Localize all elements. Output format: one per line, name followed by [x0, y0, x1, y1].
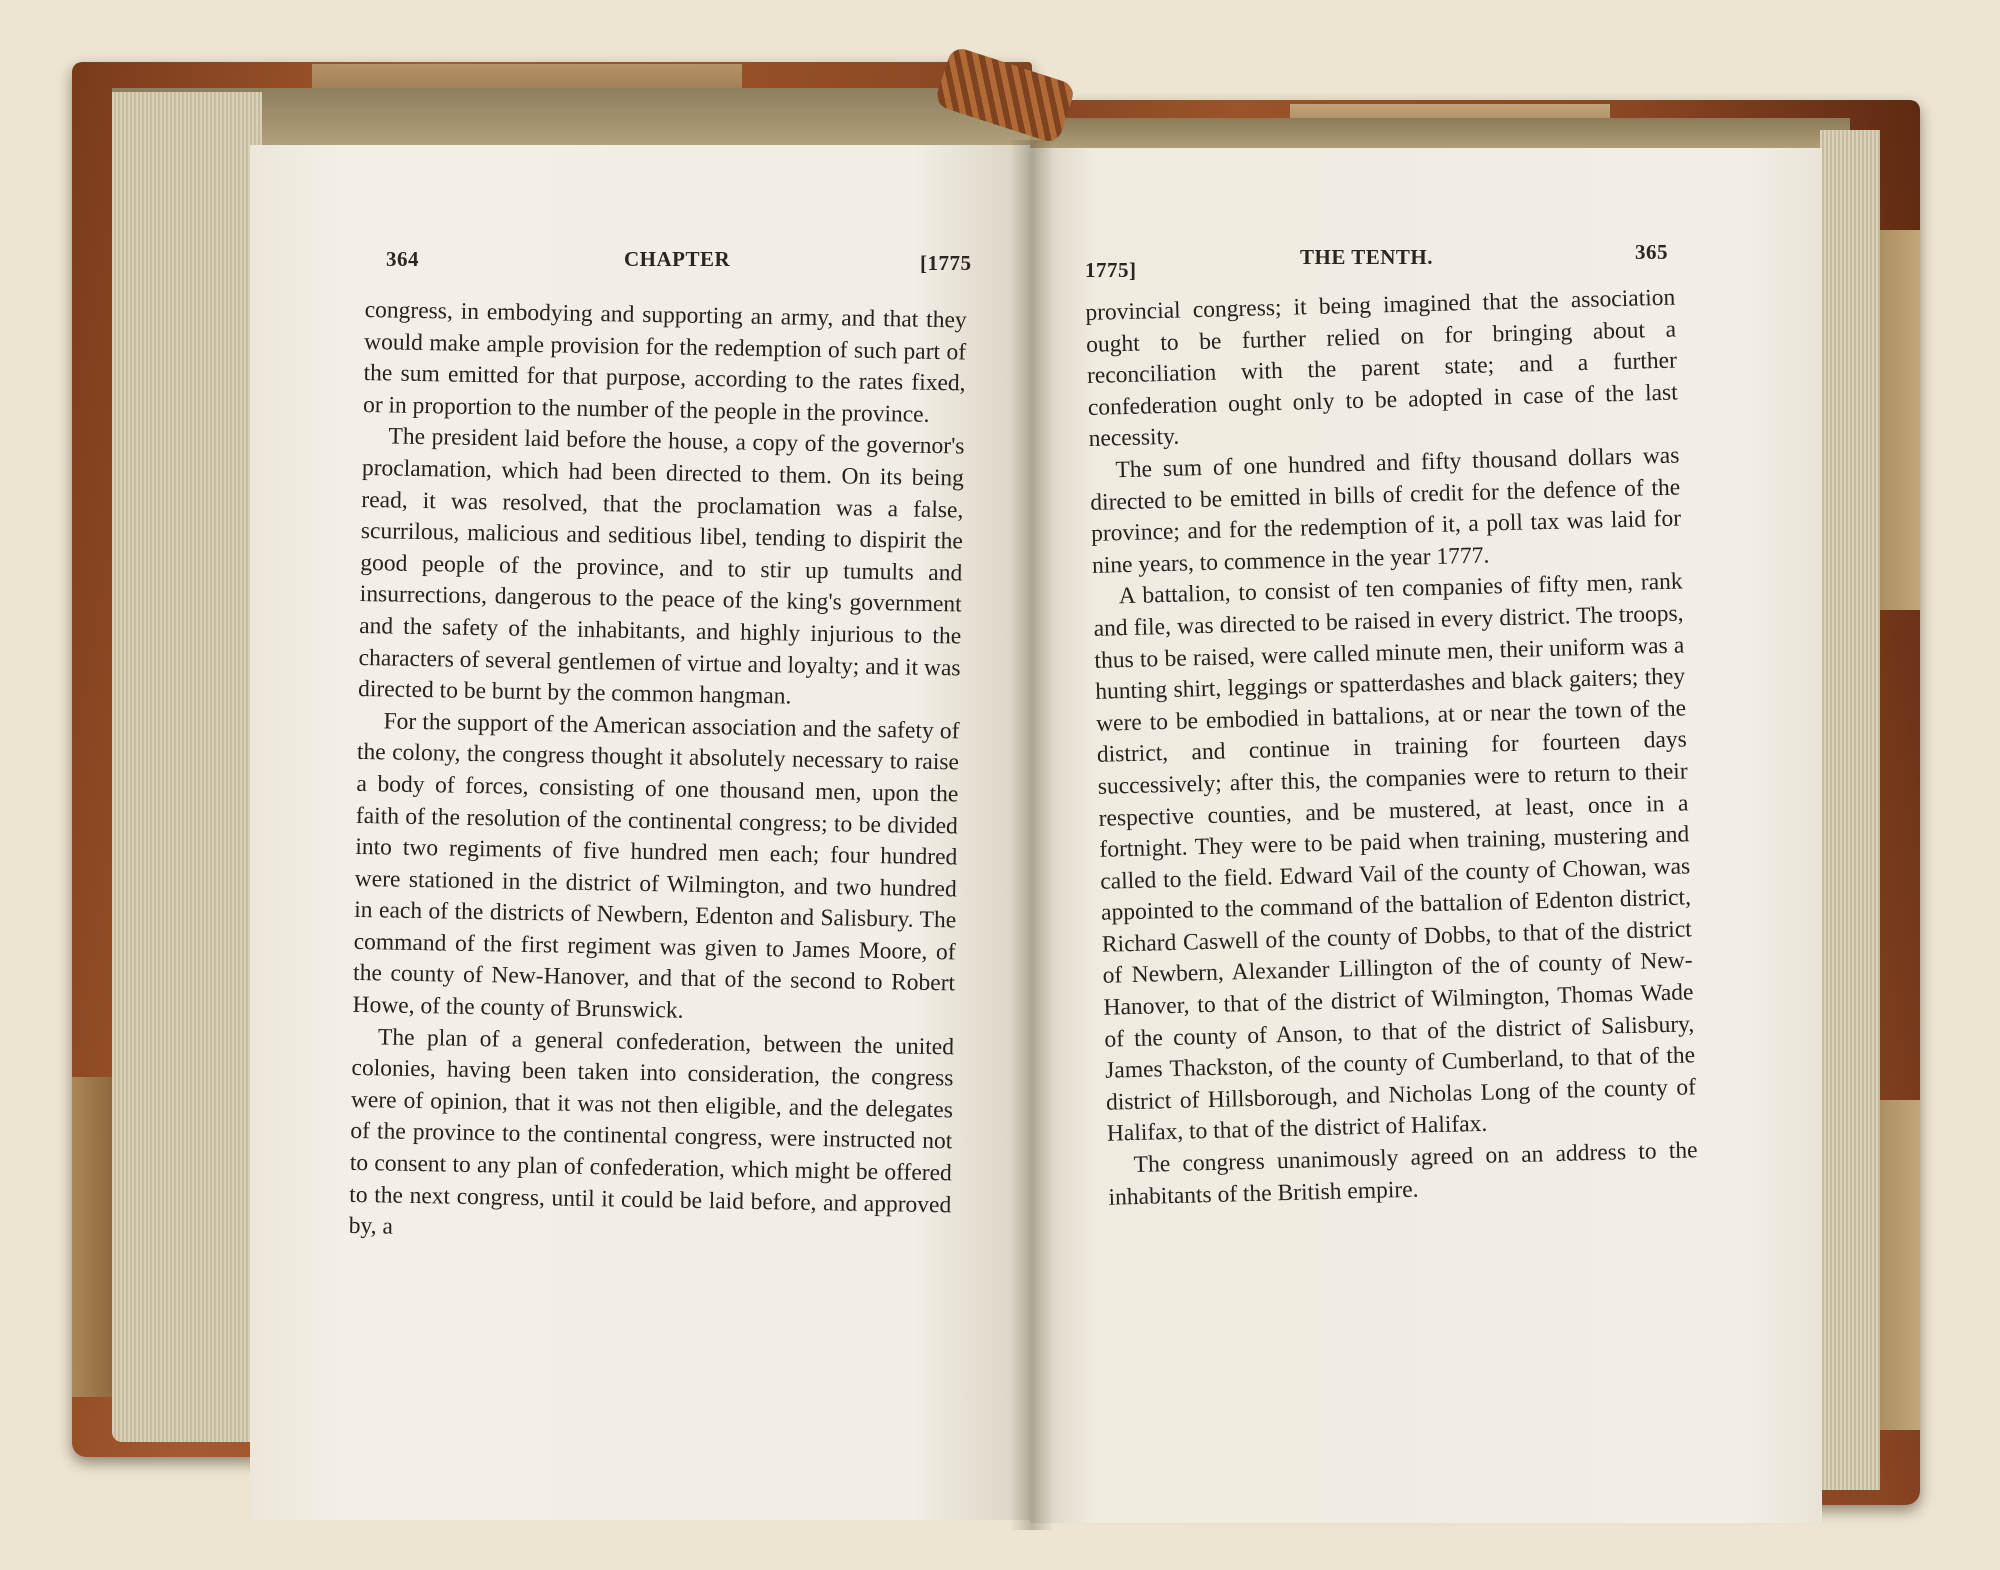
paragraph: For the support of the American association and the safety of the colony, the congress thought it absolutely necessary to raise a body of forces, consisting of one thousand men, upon the faith of the resolution of the continental congress; to be divided into two regiments of five hundred men each; four hundred were stationed in the district of Wilmington, and two hundred in each of the districts of Newbern, Edenton and Salisbury. The command of the first regiment was given to James Moore, of the county of New-Hanover, and that of the second to Robert Howe, of the county of Brunswick. [352, 708, 960, 1024]
page-edges-fore [112, 92, 262, 1442]
paragraph: The congress unanimously agreed on an address to the inhabitants of the British empire. [1108, 1137, 1698, 1211]
paragraph: provincial congress; it being imagined that the association ought to be further relied on for bringing about a reconciliation with the parent state; and a further confederation ought only to be adopted in case of the last necessity. [1085, 284, 1679, 453]
year-bracket: [1775 [920, 251, 972, 275]
paragraph: congress, in embodying and supporting an army, and that they would make ample provision for the redemption of such part of the sum emitted for that purpose, according to the rates fixed, or in proportion to the number of the people in the province. [362, 296, 967, 428]
paragraph: The sum of one hundred and fifty thousand dollars was directed to be emitted in bills of credit for the defence of the province; and for the redemption of it, a poll tax was laid for nine years, to commence in the year 1777. [1090, 442, 1682, 579]
year-bracket: 1775] [1085, 258, 1137, 282]
paragraph: The president laid before the house, a copy of the governor's proclamation, which had been directed to them. On its being read, it was resolved, that the proclamation was a false, scurrilous, malicious and seditious libel, tending to dispirit the good people of the province, and to stir up tumults and insurrections, dangerous to the peace of the king's government and the safety of the inhabitants, and highly injurious to the characters of several gentlemen of virtue and loyalty; and it was directed to be burnt by the common hangman. [357, 423, 965, 710]
page-edges-top [1030, 118, 1850, 148]
cover-cloth-patch [1874, 230, 1920, 610]
cover-cloth-patch [72, 1077, 112, 1397]
running-head: CHAPTER [624, 247, 731, 271]
page-body [348, 295, 966, 1253]
page-edges-fore [1820, 130, 1880, 1490]
paragraph: The plan of a general confederation, between the united colonies, having been taken into consideration, the congress were of opinion, that it was not then eligible, and the delegates of the province to the continental congress, were instructed not to consent to any plan of confederation, which might be offered to the next congress, until it could be laid before, and approved by, a [348, 1023, 955, 1240]
left-page [250, 145, 1030, 1520]
running-head: THE TENTH. [1300, 245, 1433, 269]
page-number: 364 [386, 247, 419, 271]
page-number: 365 [1635, 240, 1668, 264]
right-page [1030, 148, 1822, 1523]
book-gutter-shadow [1010, 140, 1054, 1530]
page-body [1085, 283, 1699, 1214]
paragraph: A battalion, to consist of ten companies of fifty men, rank and file, was directed to be raised in every district. The troops, thus to be raised, were called minute men, their uniform was a hunting shirt, leggings or spatterdashes and black gaiters; they were to be embodied in battalions, at or near the town of the district, and continue in training for fourteen days successively; after this, the companies were to return to their respective counties, and be mustered, at least, once in a fortnight. They were to be paid when training, mustering and called to the field. Edward Vail of the county of Chowan, was appointed to the command of the battalion of Edenton district, Richard Caswell of the county of Dobbs, to that of the district of Newbern, Alexander Lillington of the of county of New-Hanover, to that of the district of Wilmington, Thomas Wade of the county of Anson, to that of the district of Salisbury, James Thackston, of the county of Cumberland, to that of the district of Hillsborough, and Nicholas Long of the county of Halifax, to that of the district of Halifax. [1093, 568, 1697, 1148]
cover-cloth-patch [1874, 1100, 1920, 1430]
